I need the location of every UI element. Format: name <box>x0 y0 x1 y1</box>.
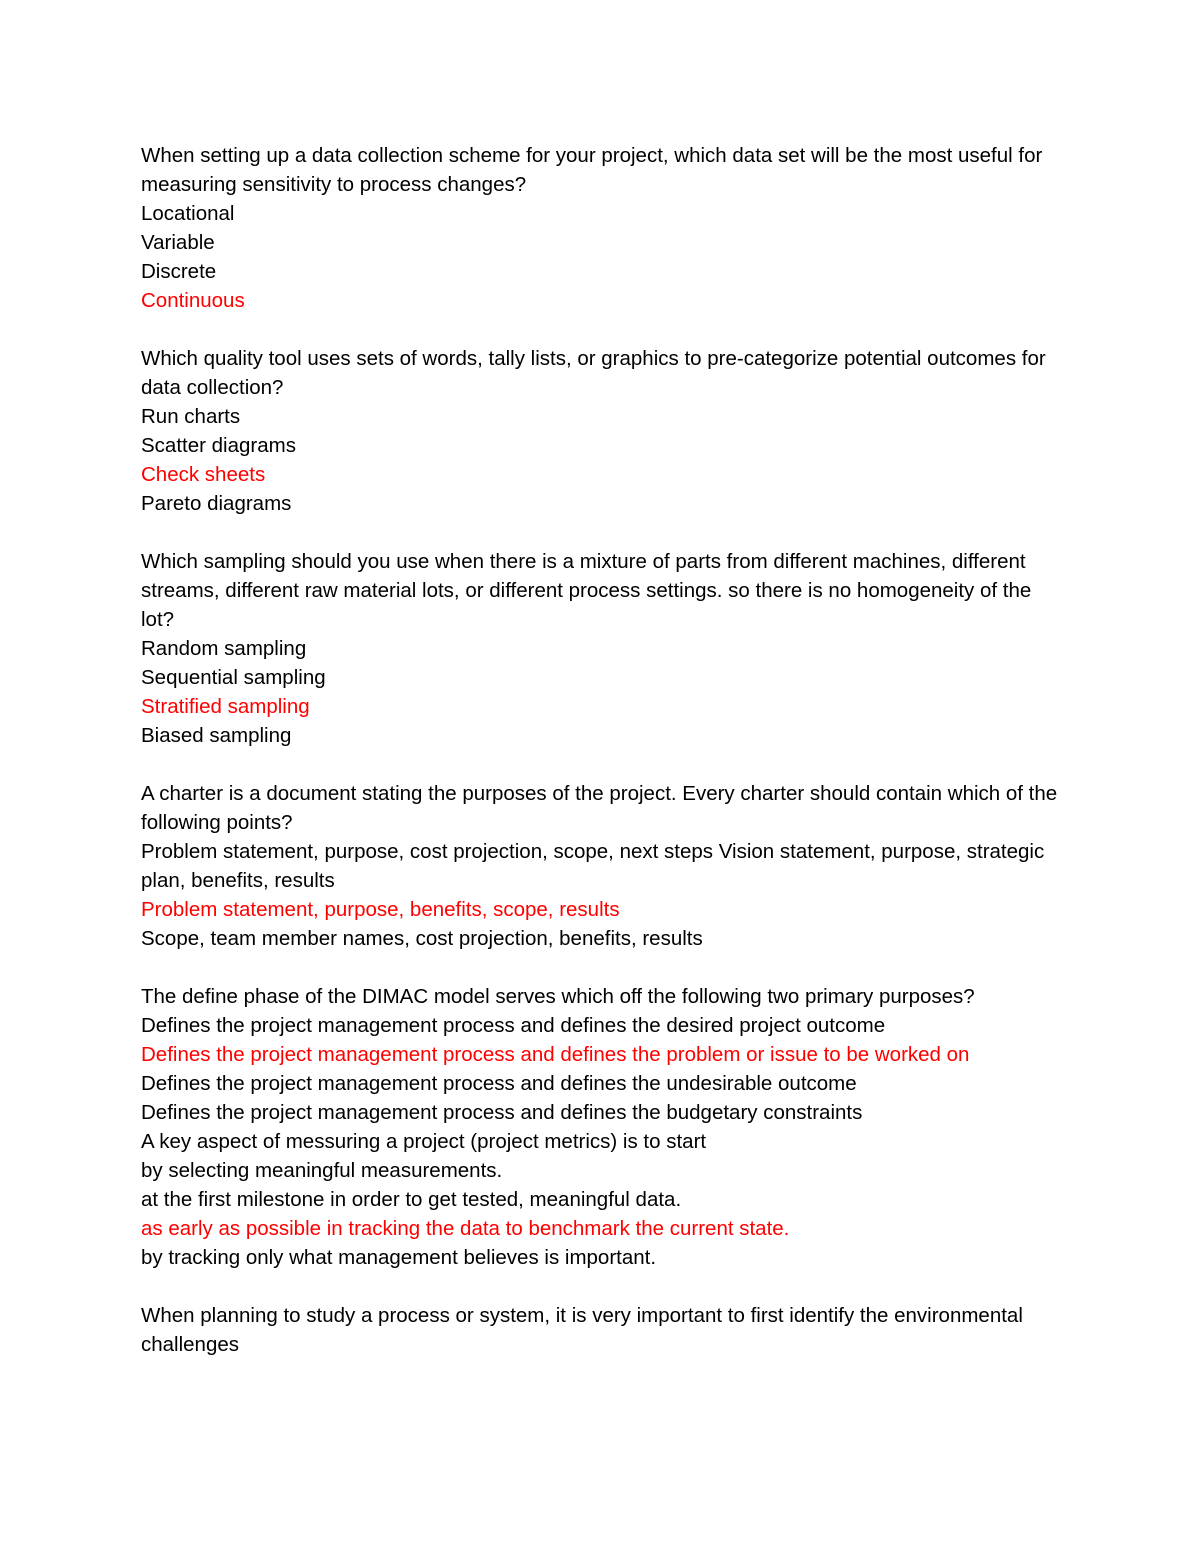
question-text: Which sampling should you use when there is a mixture of parts from different machines, different streams, different raw material lots, or different process settings. so there is no homogeneity of the lot? <box>141 550 1032 631</box>
question-text: When setting up a data collection scheme for your project, which data set will be the most useful for measuring sensitivity to process changes? <box>141 144 1043 196</box>
option: Run charts <box>141 405 241 428</box>
option: Random sampling <box>141 637 307 660</box>
question-block-7 <box>141 1301 1061 1359</box>
option: Locational <box>141 202 235 225</box>
question-text: The define phase of the DIMAC model serves which off the following two primary purposes? <box>141 985 975 1008</box>
option: by tracking only what management believes is important. <box>141 1246 657 1269</box>
question-block-2 <box>141 344 1061 518</box>
option: Sequential sampling <box>141 666 326 689</box>
option: Defines the project management process and defines the undesirable outcome <box>141 1072 857 1095</box>
correct-answer: as early as possible in tracking the data to benchmark the current state. <box>141 1217 790 1240</box>
correct-answer: Defines the project management process and defines the problem or issue to be worked on <box>141 1043 970 1066</box>
question-text: Which quality tool uses sets of words, tally lists, or graphics to pre-categorize potential outcomes for data collection? <box>141 347 1046 399</box>
option: Discrete <box>141 260 217 283</box>
option: Problem statement, purpose, cost projection, scope, next steps Vision statement, purpose, strategic plan, benefits, results <box>141 840 1045 892</box>
option: by selecting meaningful measurements. <box>141 1159 503 1182</box>
question-block-3 <box>141 547 1061 750</box>
question-block-1 <box>141 141 1061 315</box>
quiz-content <box>141 141 1061 1388</box>
question-block-5 <box>141 982 1061 1127</box>
option: Biased sampling <box>141 724 292 747</box>
question-block-4 <box>141 779 1061 953</box>
correct-answer: Problem statement, purpose, benefits, scope, results <box>141 898 620 921</box>
option: Scatter diagrams <box>141 434 296 457</box>
option: Variable <box>141 231 215 254</box>
correct-answer: Stratified sampling <box>141 695 310 718</box>
question-text: A charter is a document stating the purposes of the project. Every charter should contain which of the following points? <box>141 782 1058 834</box>
question-text: When planning to study a process or system, it is very important to first identify the environmental challenges <box>141 1304 1023 1356</box>
option: Pareto diagrams <box>141 492 292 515</box>
correct-answer: Continuous <box>141 289 245 312</box>
option: at the first milestone in order to get tested, meaningful data. <box>141 1188 682 1211</box>
question-block-6 <box>141 1127 1061 1272</box>
option: Defines the project management process and defines the desired project outcome <box>141 1014 886 1037</box>
option: Defines the project management process and defines the budgetary constraints <box>141 1101 863 1124</box>
option: Scope, team member names, cost projection, benefits, results <box>141 927 703 950</box>
correct-answer: Check sheets <box>141 463 266 486</box>
question-text: A key aspect of messuring a project (project metrics) is to start <box>141 1130 707 1153</box>
